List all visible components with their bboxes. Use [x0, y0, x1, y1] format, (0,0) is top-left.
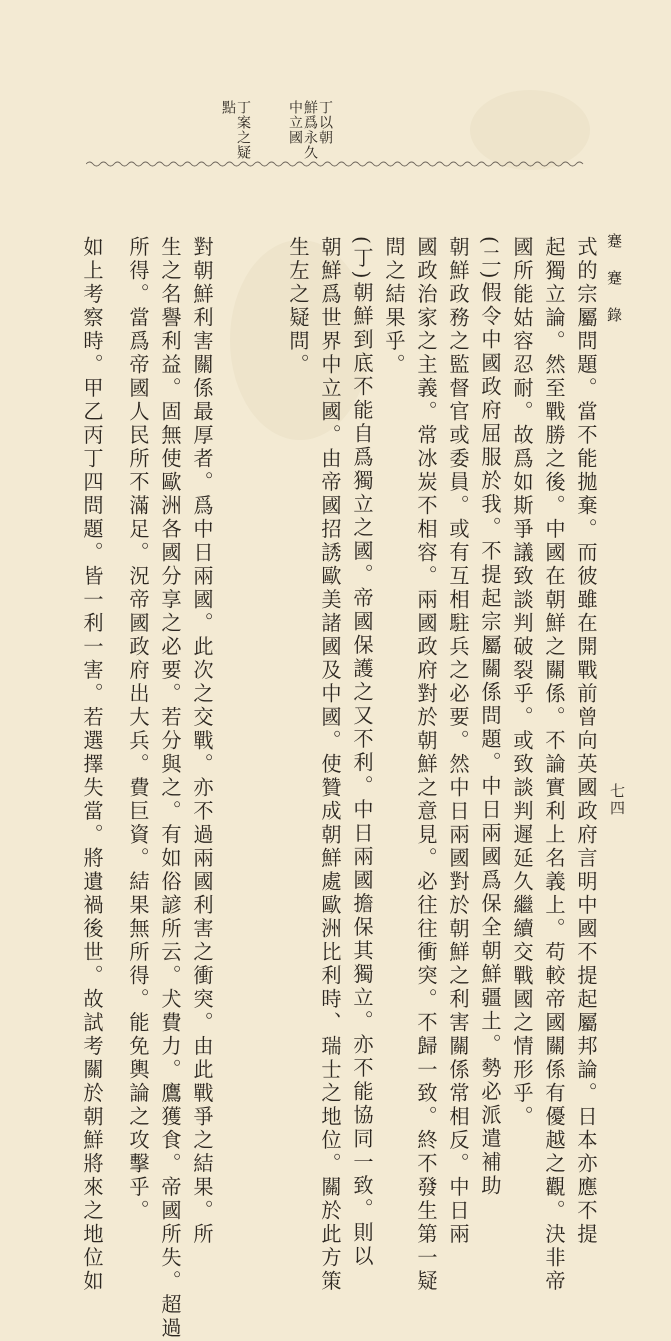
body-column: 國政治家之主義。常冰炭不相容。兩國政府對於朝鮮之意見。必往往衝突。不歸一致。終不發生第一疑 — [414, 236, 438, 1294]
margin-note-line: 點 — [220, 100, 236, 115]
margin-note-line: 丁以朝 — [317, 100, 333, 145]
body-column: 問之結果乎。 — [382, 236, 406, 377]
body-column: 所得。當爲帝國人民所不滿足。況帝國政府出大兵。費巨資。結果無所得。能免輿論之攻擊乎。 — [126, 236, 150, 1223]
margin-note-line: 中立國 — [287, 100, 303, 145]
paper-stain — [470, 90, 590, 170]
body-column: 國所能姑容忍耐。故爲如斯爭議致談判破裂乎。或致談判遲延久繼續交戰國之情形乎。 — [510, 236, 534, 1129]
body-column: 生左之疑問。 — [286, 236, 310, 377]
margin-note-line: 丁案之疑 — [235, 100, 251, 160]
body-column: 式的宗屬問題。當不能拋棄。而彼雖在開戰前曾向英國政府言明中國不提起屬邦論。日本亦應不提 — [574, 236, 598, 1247]
body-column: 起獨立論。然至戰勝之後。中國在朝鮮之關係。不論實利上名義上。苟較帝國關係有優越之觀。決非帝 — [542, 236, 566, 1294]
body-column: 朝鮮政務之監督官或委員。或有互相駐兵之必要。然中日兩國對於朝鮮之利害關係常相反。中日兩 — [446, 236, 470, 1247]
margin-note-line: 鮮爲永久 — [302, 100, 318, 160]
body-column: 對朝鮮利害關係最厚者。爲中日兩國。此次之交戰。亦不過兩國利害之衝突。由此戰爭之結果。所 — [190, 236, 214, 1247]
header-divider-wavy-line — [86, 160, 586, 168]
body-column: (丁)朝鮮到底不能自爲獨立之國。帝國保護之又不利。中日兩國擔保其獨立。亦不能協同一致。則以 — [350, 236, 374, 1269]
body-column: (二)假令中國政府屈服於我。不提起宗屬關係問題。中日兩國爲保全朝鮮疆土。勢必派遣補助 — [478, 236, 502, 1199]
running-header-title: 蹇蹇錄 — [605, 233, 623, 344]
page-number: 七四 — [608, 783, 626, 817]
body-column: 生之名譽利益。固無使歐洲各國分享之必要。若分與之。有如俗諺所云。犬費力。鷹獲食。帝國所失。超過 — [158, 236, 182, 1341]
body-column: 如上考察時。甲乙丙丁四問題。皆一利一害。若選擇失當。將遺禍後世。故試考關於朝鮮將來之地位如 — [80, 236, 104, 1294]
body-column: 朝鮮爲世界中立國。由帝國招誘歐美諸國及中國。使贊成朝鮮處歐洲比利時、瑞士之地位。關於此方策 — [318, 236, 342, 1294]
